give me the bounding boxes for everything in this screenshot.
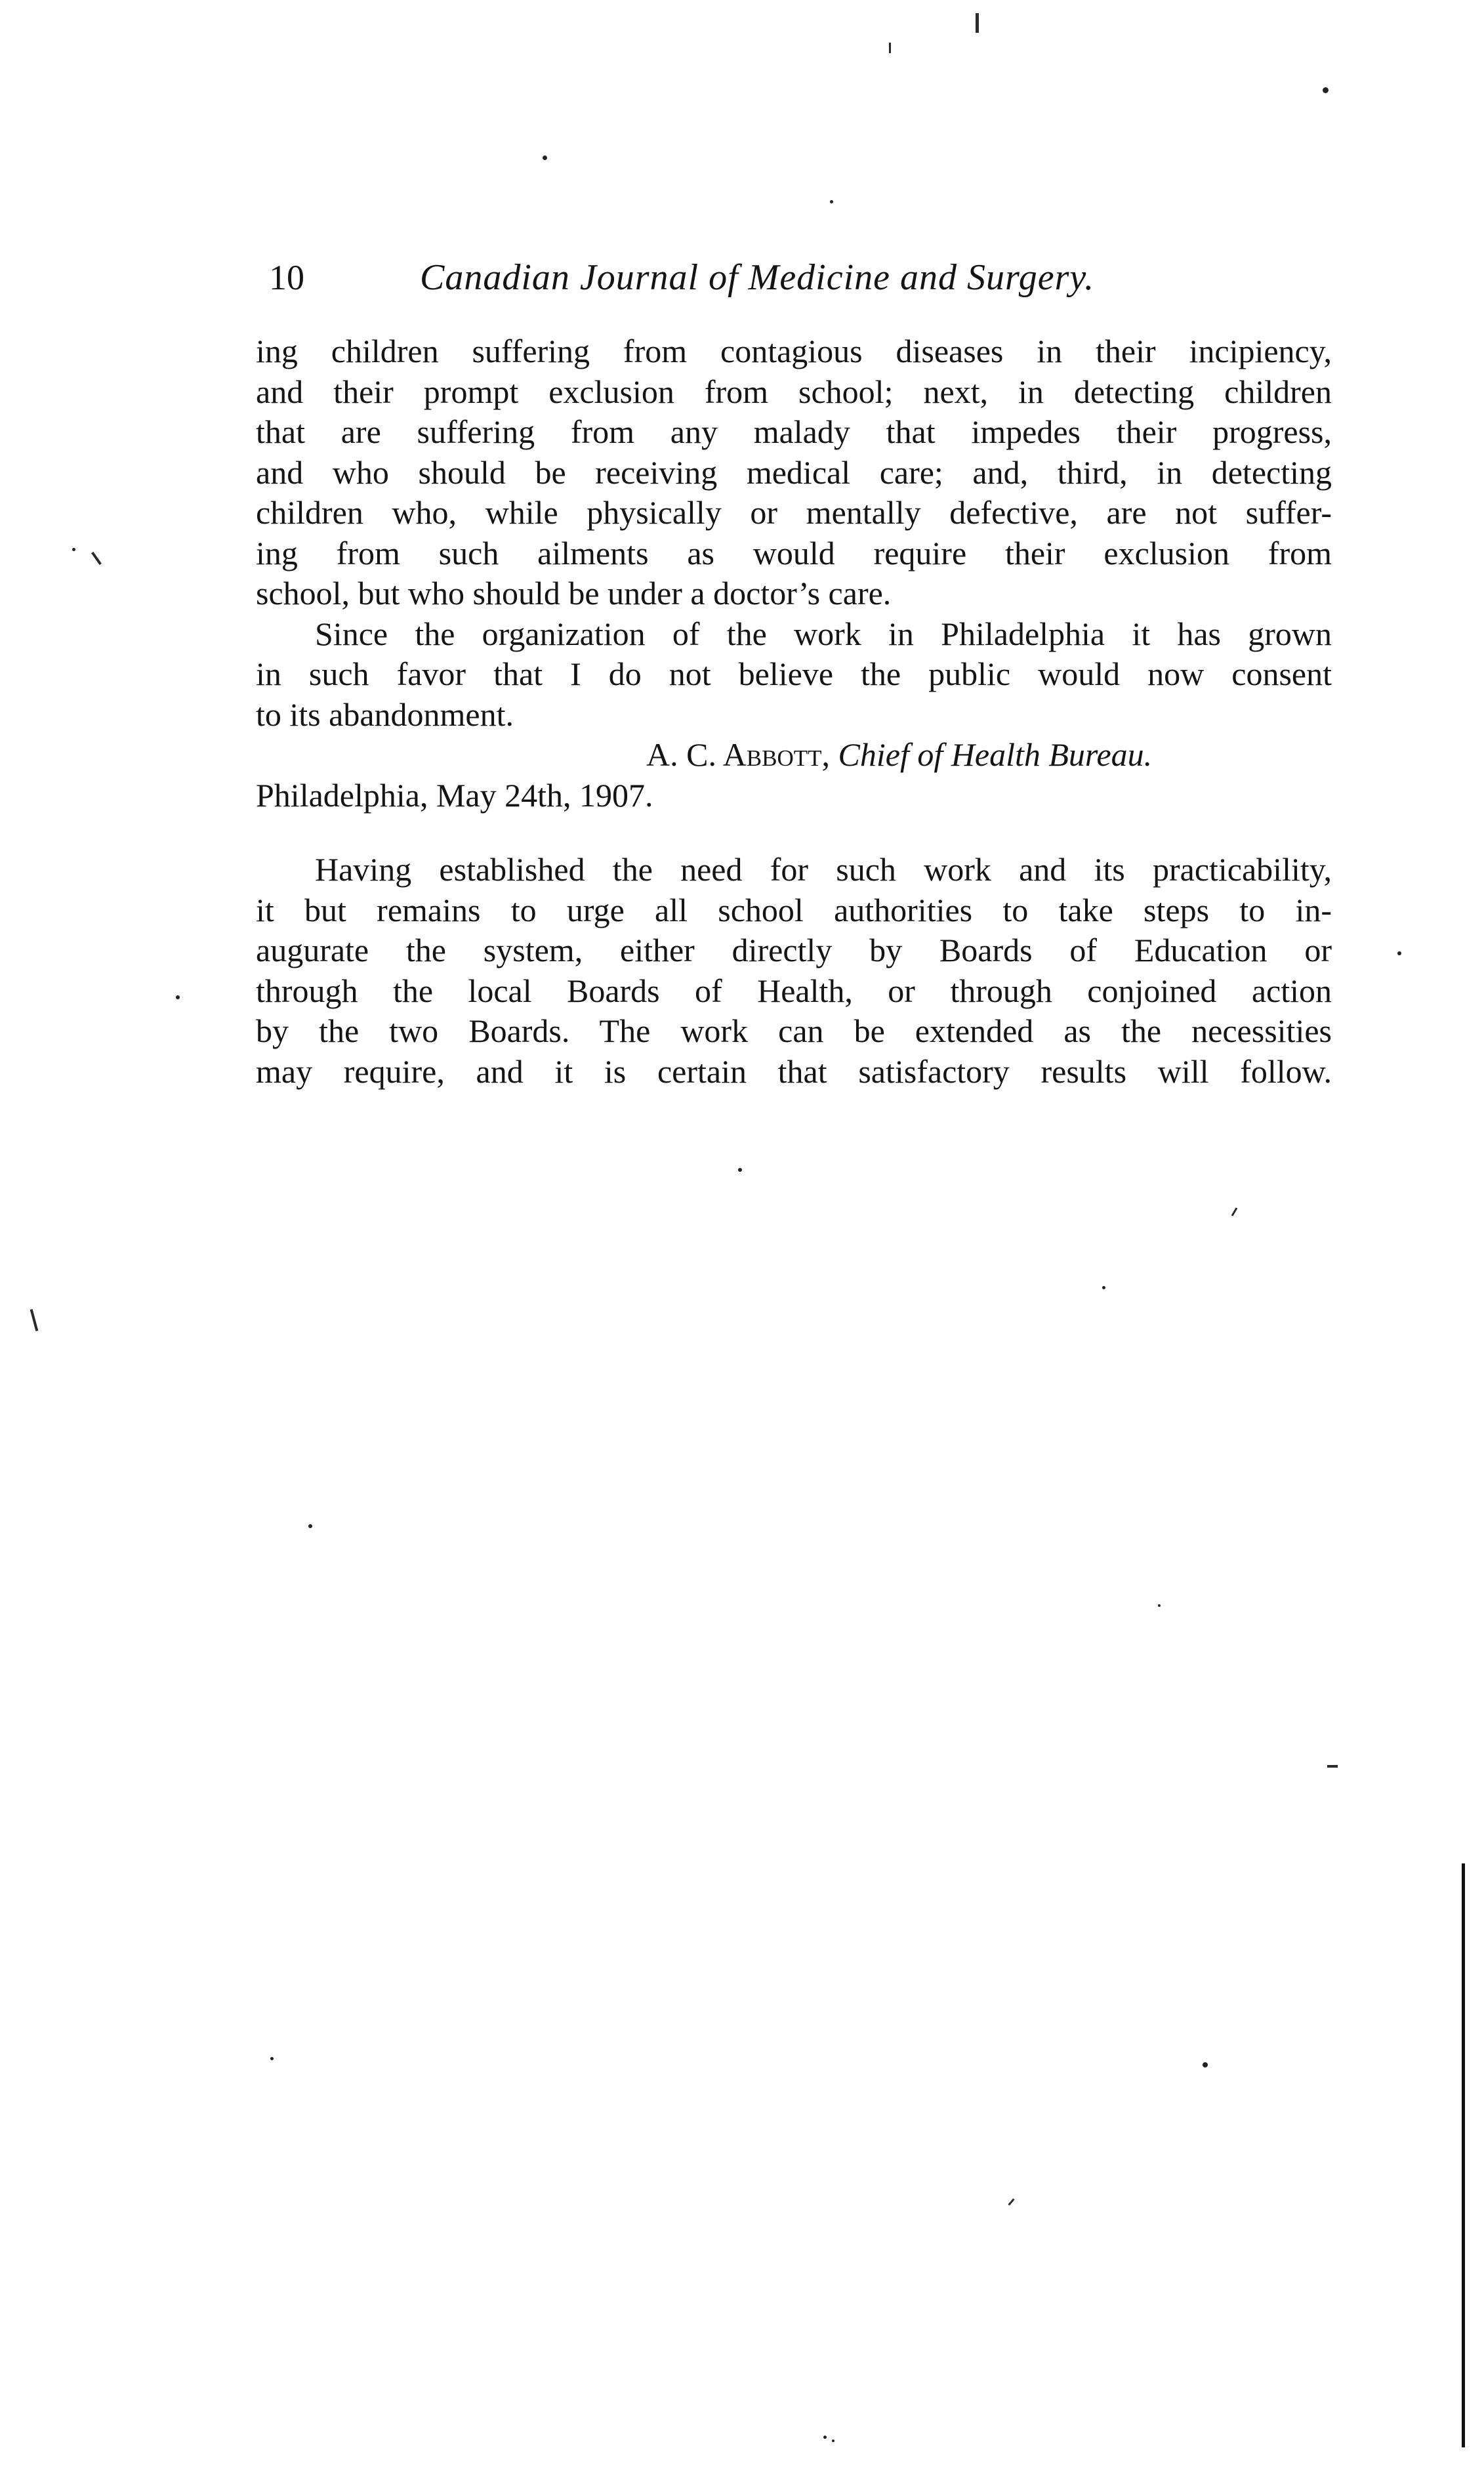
text-line: augurate the system, either directly by Boards of Education or [256, 932, 1332, 968]
scan-edge-line [1462, 1863, 1465, 2447]
scan-mark [91, 552, 102, 565]
scan-speck [823, 2436, 827, 2439]
scan-mark [1327, 1765, 1338, 1768]
scan-mark [976, 13, 979, 33]
dateline: Philadelphia, May 24th, 1907. [256, 776, 653, 814]
scan-speck [830, 200, 833, 203]
page-number: 10 [269, 258, 304, 297]
signature [256, 735, 1332, 776]
scan-mark [1231, 1207, 1238, 1216]
text-line: in such favor that I do not believe the public would now consent [256, 655, 1332, 692]
text-line: ing from such ailments as would require their exclusion from [256, 534, 1332, 571]
body-text-upper [256, 331, 1332, 816]
scan-speck [1397, 951, 1401, 955]
scan-speck [1323, 87, 1329, 93]
text-line: children who, while physically or mentally defective, are not suffer- [256, 494, 1332, 531]
scan-speck [1102, 1286, 1105, 1289]
scan-speck [270, 2057, 274, 2060]
scan-speck [1203, 2062, 1208, 2067]
running-title: Canadian Journal of Medicine and Surgery. [420, 257, 1095, 298]
scan-mark [1008, 2198, 1014, 2205]
scan-mark [889, 43, 891, 53]
text-line: Since the organization of the work in Philadelphia it has grown [315, 615, 1332, 652]
text-line: to its abandonment. [256, 696, 514, 733]
body-text-lower [256, 850, 1332, 1092]
text-line: it but remains to urge all school authorities to take steps to in- [256, 891, 1332, 928]
text-line: that are suffering from any malady that impedes their progress, [256, 413, 1332, 450]
scan-speck [1158, 1604, 1161, 1607]
text-line: ing children suffering from contagious diseases in their incipiency, [256, 333, 1332, 369]
page-header [269, 255, 1358, 301]
text-line: Having established the need for such work and its practicability, [315, 851, 1332, 888]
scan-mark [30, 1309, 39, 1331]
signature-name: A. C. Abbott, [646, 736, 831, 773]
scan-speck [176, 995, 180, 999]
text-line: and their prompt exclusion from school; next, in detecting children [256, 373, 1332, 410]
text-line: and who should be receiving medical care; and, third, in detecting [256, 453, 1332, 491]
scan-speck [738, 1168, 742, 1172]
text-line: school, but who should be under a doctor’s care. [256, 575, 892, 612]
scan-speck [832, 2440, 835, 2442]
scan-speck [543, 156, 547, 160]
scan-speck [308, 1524, 312, 1528]
text-line: through the local Boards of Health, or through conjoined action [256, 972, 1332, 1009]
text-line: by the two Boards. The work can be extended as the necessities [256, 1012, 1332, 1049]
signature-title: Chief of Health Bureau. [838, 736, 1153, 773]
scan-speck [72, 548, 75, 551]
text-line: may require, and it is certain that satisfactory results will follow. [256, 1052, 1332, 1090]
